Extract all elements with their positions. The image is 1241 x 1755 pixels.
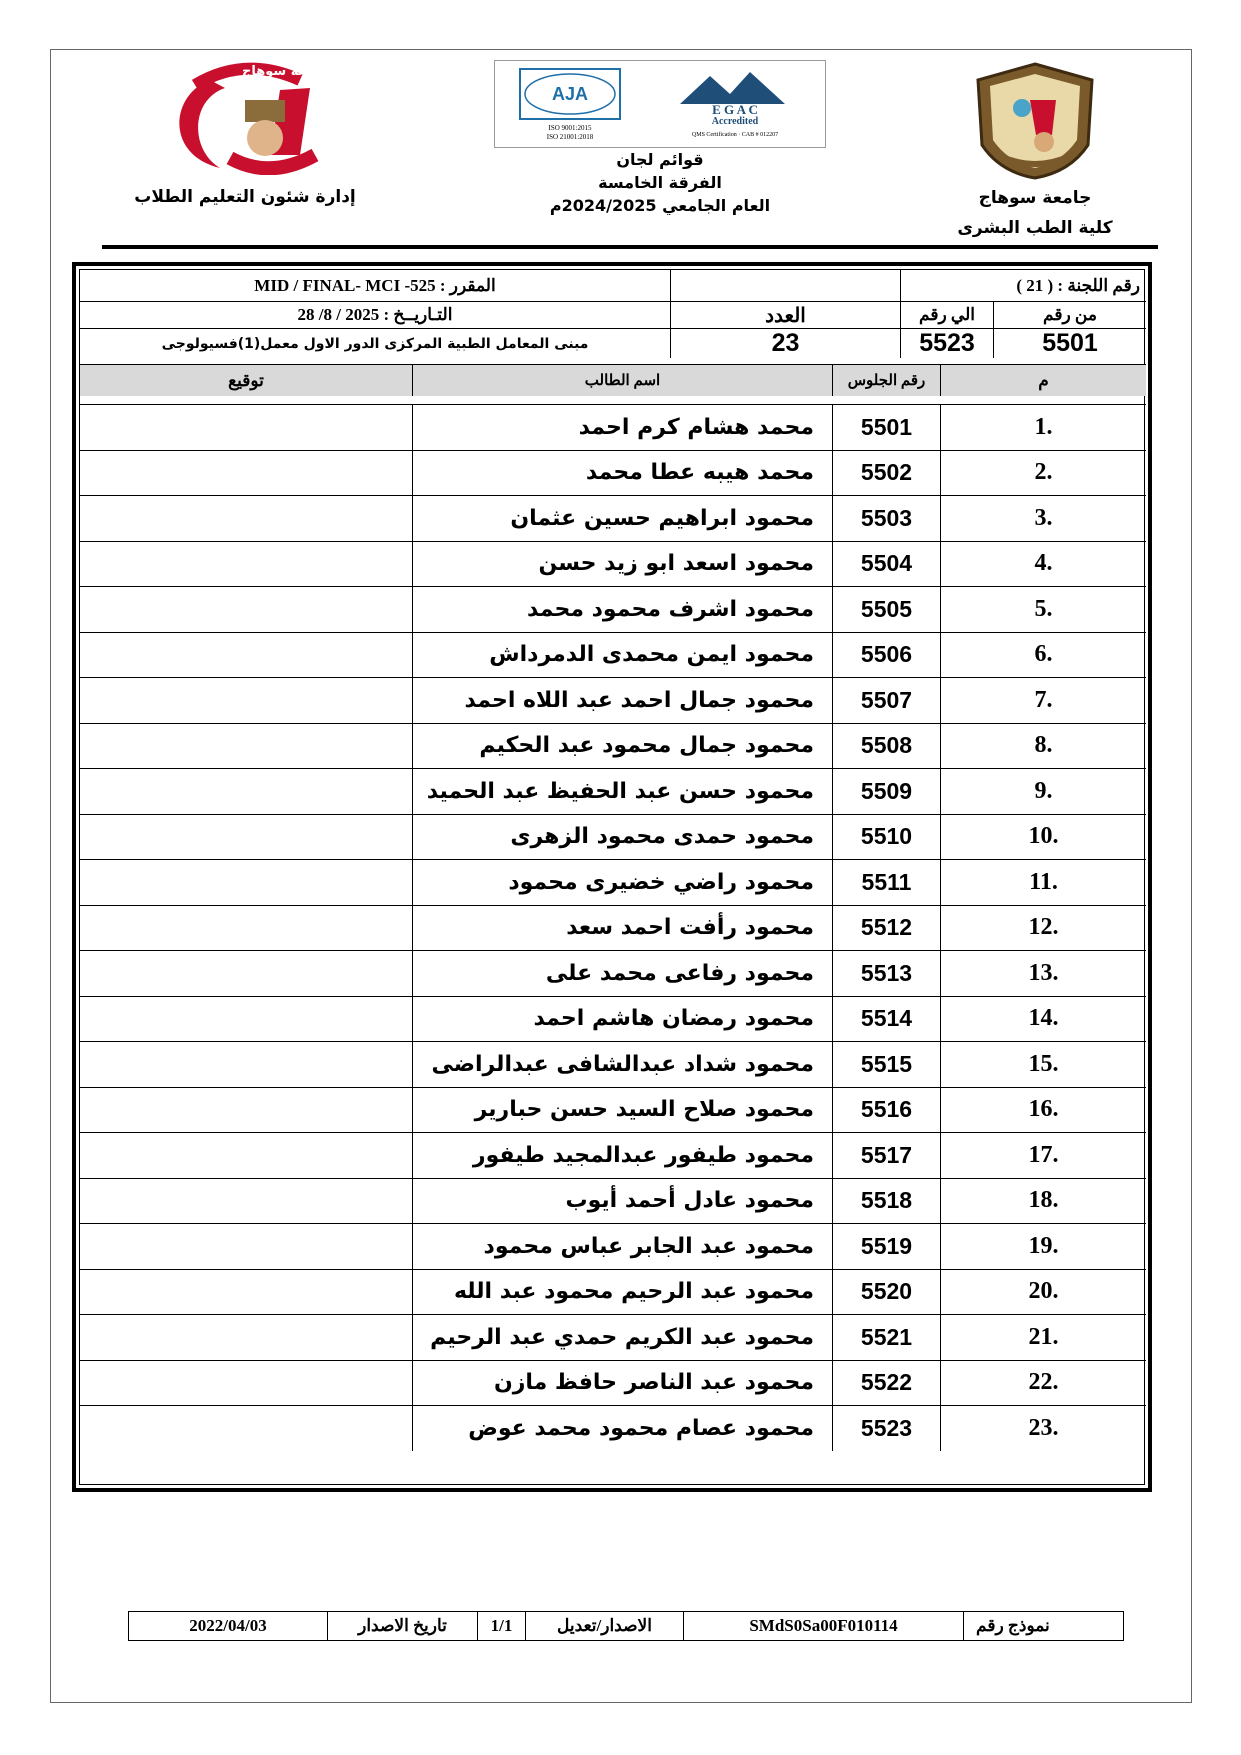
- row-index: 5.: [940, 586, 1146, 632]
- table-row: [80, 905, 1144, 951]
- table-row: [80, 1178, 1144, 1224]
- student-name: محمد هيبه عطا محمد: [412, 450, 832, 496]
- form-number-value: SMdS0Sa00F010114: [683, 1612, 963, 1640]
- row-index: 20.: [940, 1269, 1146, 1315]
- svg-text:QMS Certification · CAB # 0122: QMS Certification · CAB # 012207: [691, 132, 779, 138]
- student-name: محمود حسن عبد الحفيظ عبد الحميد: [412, 768, 832, 814]
- location: مبنى المعامل الطبية المركزى الدور الاول معمل(1)فسيولوجى: [80, 328, 670, 358]
- header-right: [945, 60, 1125, 240]
- row-index: 15.: [940, 1041, 1146, 1087]
- col-student-name: اسم الطالب: [412, 364, 832, 396]
- faculty-logo-text: جامعة سوهاج: [242, 64, 329, 79]
- date-label: التـاريــخ :: [383, 305, 453, 324]
- header-divider: [102, 245, 1158, 249]
- signature-cell: [80, 677, 412, 723]
- student-name: محمود راضي خضيرى محمود: [412, 859, 832, 905]
- seat-number: 5507: [832, 677, 940, 723]
- seat-number: 5512: [832, 905, 940, 951]
- signature-cell: [80, 950, 412, 996]
- faculty-logo: [150, 60, 340, 175]
- row-index: 18.: [940, 1178, 1146, 1224]
- table-row: [80, 996, 1144, 1042]
- issue-date-label: تاريخ الاصدار: [327, 1612, 477, 1640]
- table-row: [80, 632, 1144, 678]
- row-index: 19.: [940, 1223, 1146, 1269]
- date-cell: [80, 301, 670, 328]
- student-name: محمود جمال محمود عبد الحكيم: [412, 723, 832, 769]
- table-row: [80, 859, 1144, 905]
- svg-text:AJA: AJA: [551, 84, 589, 104]
- seat-number: 5519: [832, 1223, 940, 1269]
- table-row: [80, 677, 1144, 723]
- university-name: جامعة سوهاج: [978, 188, 1092, 208]
- table-row: [80, 450, 1144, 496]
- signature-cell: [80, 1178, 412, 1224]
- svg-text:ISO 21001:2018: ISO 21001:2018: [546, 133, 594, 141]
- from-label: من رقم: [993, 301, 1146, 328]
- signature-cell: [80, 905, 412, 951]
- title-line2: الفرقة الخامسة: [598, 173, 722, 192]
- signature-cell: [80, 723, 412, 769]
- student-name: محمود عادل أحمد أيوب: [412, 1178, 832, 1224]
- signature-cell: [80, 996, 412, 1042]
- table-row: [80, 1223, 1144, 1269]
- seat-number: 5517: [832, 1132, 940, 1178]
- row-index: 9.: [940, 768, 1146, 814]
- seat-number: 5509: [832, 768, 940, 814]
- signature-cell: [80, 586, 412, 632]
- title-line3: العام الجامعي 2024/2025م: [549, 196, 771, 215]
- header-left: [110, 60, 380, 220]
- row-index: 3.: [940, 495, 1146, 541]
- certification-logos: [494, 60, 826, 148]
- count-label: العدد: [670, 301, 900, 328]
- student-name: محمود رأفت احمد سعد: [412, 905, 832, 951]
- signature-cell: [80, 404, 412, 450]
- table-row: [80, 950, 1144, 996]
- seat-number: 5508: [832, 723, 940, 769]
- table-row: [80, 1405, 1144, 1451]
- seat-number: 5506: [832, 632, 940, 678]
- seat-number: 5513: [832, 950, 940, 996]
- title-line1: قوائم لجان: [616, 150, 704, 169]
- signature-cell: [80, 1087, 412, 1133]
- header-center: [490, 60, 830, 217]
- table-row: [80, 814, 1144, 860]
- table-row: [80, 404, 1144, 450]
- form-number-label: نموذج رقم: [963, 1612, 1123, 1640]
- seat-number: 5501: [832, 404, 940, 450]
- table-row: [80, 1360, 1144, 1406]
- row-index: 7.: [940, 677, 1146, 723]
- student-name: محمود طيفور عبدالمجيد طيفور: [412, 1132, 832, 1178]
- signature-cell: [80, 1269, 412, 1315]
- from-value: 5501: [993, 328, 1146, 358]
- signature-cell: [80, 1223, 412, 1269]
- student-name: محمود عبد الكريم حمدي عبد الرحيم: [412, 1314, 832, 1360]
- row-index: 13.: [940, 950, 1146, 996]
- student-name: محمود اسعد ابو زيد حسن: [412, 541, 832, 587]
- row-index: 10.: [940, 814, 1146, 860]
- issue-value: 1/1: [477, 1612, 525, 1640]
- svg-text:ISO 9001:2015: ISO 9001:2015: [548, 124, 592, 132]
- seat-number: 5502: [832, 450, 940, 496]
- table-row: [80, 1041, 1144, 1087]
- student-name: محمود عبد الجابر عباس محمود: [412, 1223, 832, 1269]
- table-row: [80, 586, 1144, 632]
- seat-number: 5523: [832, 1405, 940, 1451]
- signature-cell: [80, 1132, 412, 1178]
- row-index: 2.: [940, 450, 1146, 496]
- seat-number: 5515: [832, 1041, 940, 1087]
- seat-number: 5503: [832, 495, 940, 541]
- seat-number: 5510: [832, 814, 940, 860]
- signature-cell: [80, 1360, 412, 1406]
- empty-cell: [670, 270, 900, 301]
- table-row: [80, 541, 1144, 587]
- student-name: محمود حمدى محمود الزهرى: [412, 814, 832, 860]
- student-name: محمود ابراهيم حسين عثمان: [412, 495, 832, 541]
- signature-cell: [80, 1041, 412, 1087]
- issue-date-value: 2022/04/03: [189, 1616, 267, 1635]
- course-label: المقرر :: [439, 275, 496, 295]
- university-logo: [970, 60, 1100, 180]
- course-value: MID / FINAL- MCI -525: [254, 275, 436, 295]
- seat-number: 5505: [832, 586, 940, 632]
- row-index: 6.: [940, 632, 1146, 678]
- seat-number: 5516: [832, 1087, 940, 1133]
- signature-cell: [80, 1405, 412, 1451]
- table-row: [80, 1087, 1144, 1133]
- row-index: 11.: [940, 859, 1146, 905]
- row-index: 17.: [940, 1132, 1146, 1178]
- row-index: 4.: [940, 541, 1146, 587]
- signature-cell: [80, 495, 412, 541]
- seat-number: 5520: [832, 1269, 940, 1315]
- student-name: محمود رفاعى محمد على: [412, 950, 832, 996]
- row-index: 14.: [940, 996, 1146, 1042]
- table-row: [80, 1269, 1144, 1315]
- student-name: محمود رمضان هاشم احمد: [412, 996, 832, 1042]
- seat-number: 5522: [832, 1360, 940, 1406]
- to-value: 5523: [900, 328, 993, 358]
- table-row: [80, 1132, 1144, 1178]
- issue-label: الاصدار/تعديل: [525, 1612, 683, 1640]
- aja-logo: [510, 64, 630, 144]
- seat-number: 5514: [832, 996, 940, 1042]
- col-index: م: [940, 364, 1146, 396]
- student-name: محمود جمال احمد عبد اللاه احمد: [412, 677, 832, 723]
- committee-table: [72, 262, 1152, 1492]
- course-cell: [80, 270, 670, 301]
- svg-text:E G A C: E G A C: [712, 102, 758, 117]
- student-name: محمود عصام محمود محمد عوض: [412, 1405, 832, 1451]
- row-index: 1.: [940, 404, 1146, 450]
- svg-text:Accredited: Accredited: [711, 116, 759, 127]
- table-row: [80, 1314, 1144, 1360]
- col-signature: توقيع: [80, 364, 412, 396]
- row-index: 16.: [940, 1087, 1146, 1133]
- date-value: 28 /8 / 2025: [297, 305, 380, 324]
- row-index: 22.: [940, 1360, 1146, 1406]
- student-name: محمود اشرف محمود محمد: [412, 586, 832, 632]
- student-name: محمود عبد الرحيم محمود عبد الله: [412, 1269, 832, 1315]
- student-name: محمد هشام كرم احمد: [412, 404, 832, 450]
- student-name: محمود صلاح السيد حسن حبارير: [412, 1087, 832, 1133]
- egac-logo: [660, 64, 810, 144]
- seat-number: 5504: [832, 541, 940, 587]
- committee-number: رقم اللجنة : ( 21 ): [900, 270, 1146, 301]
- student-name: محمود عبد الناصر حافظ مازن: [412, 1360, 832, 1406]
- signature-cell: [80, 814, 412, 860]
- faculty-name: كلية الطب البشرى: [957, 218, 1113, 238]
- signature-cell: [80, 632, 412, 678]
- student-name: محمود ايمن محمدى الدمرداش: [412, 632, 832, 678]
- signature-cell: [80, 1314, 412, 1360]
- to-label: الي رقم: [900, 301, 993, 328]
- table-row: [80, 723, 1144, 769]
- row-index: 12.: [940, 905, 1146, 951]
- signature-cell: [80, 541, 412, 587]
- seat-number: 5518: [832, 1178, 940, 1224]
- student-name: محمود شداد عبدالشافى عبدالراضى: [412, 1041, 832, 1087]
- seat-number: 5521: [832, 1314, 940, 1360]
- row-index: 23.: [940, 1405, 1146, 1451]
- signature-cell: [80, 450, 412, 496]
- form-footer: [128, 1611, 1124, 1641]
- col-seat-number: رقم الجلوس: [832, 364, 940, 396]
- department-label: إدارة شئون التعليم الطلاب: [134, 187, 356, 207]
- seat-number: 5511: [832, 859, 940, 905]
- signature-cell: [80, 768, 412, 814]
- count-value: 23: [670, 328, 900, 358]
- row-index: 8.: [940, 723, 1146, 769]
- table-row: [80, 768, 1144, 814]
- signature-cell: [80, 859, 412, 905]
- row-index: 21.: [940, 1314, 1146, 1360]
- table-row: [80, 495, 1144, 541]
